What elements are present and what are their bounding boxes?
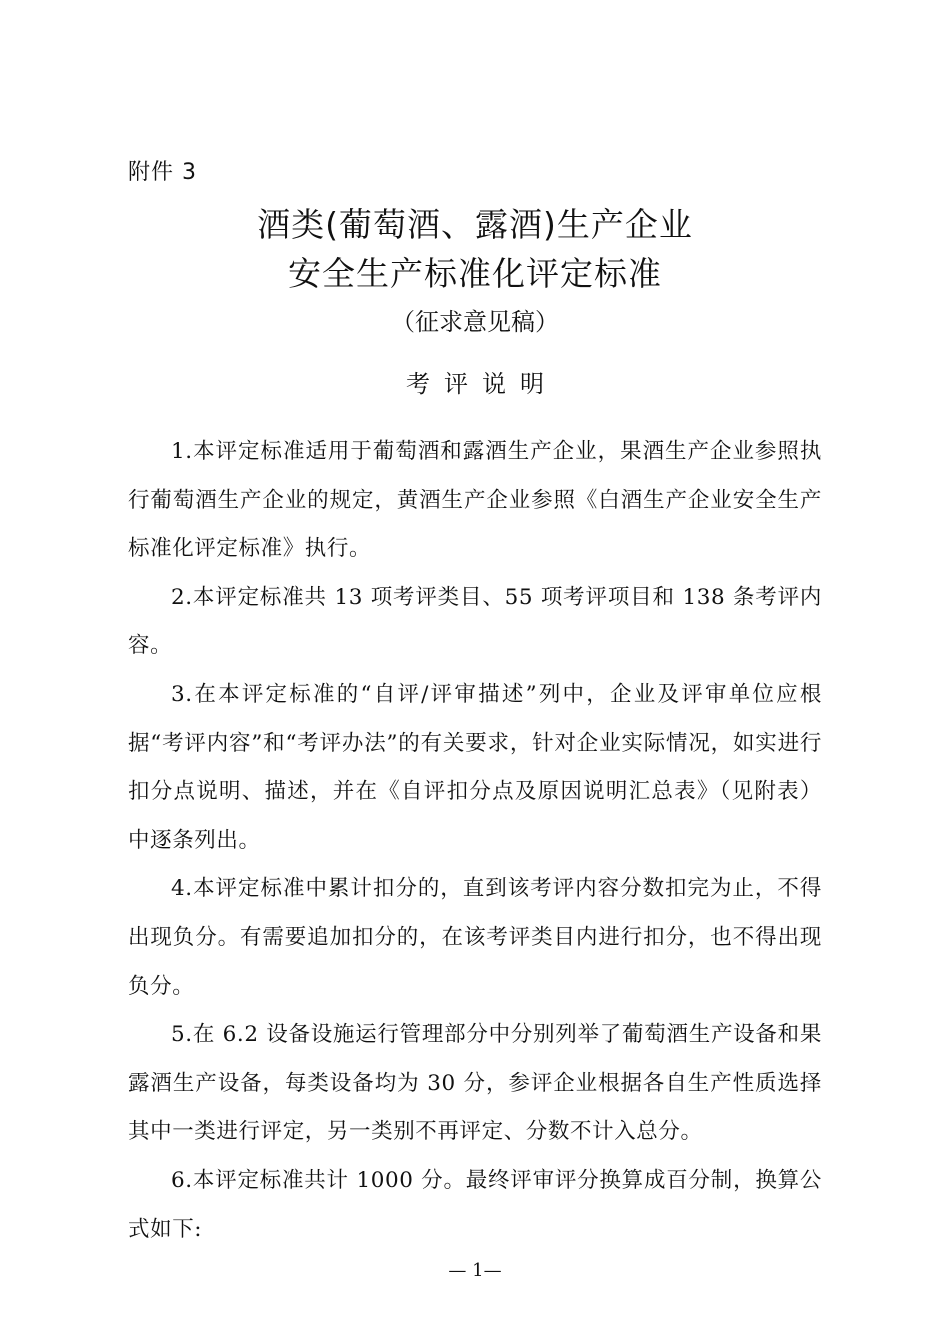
paragraph-3: 3.在本评定标准的“自评/评审描述”列中，企业及评审单位应根据“考评内容”和“考评办法”的有关要求，针对企业实际情况，如实进行扣分点说明、描述，并在《自评扣分点及原因说明汇总表》（见附表）中逐条列出。: [128, 681, 822, 853]
draft-note: （征求意见稿）: [391, 308, 559, 336]
paragraph-5: 5.在 6.2 设备设施运行管理部分中分别列举了葡萄酒生产设备和果露酒生产设备，每类设备均为 30 分，参评企业根据各自生产性质选择其中一类进行评定，另一类别不再评定、分数不计入总分。: [128, 1022, 822, 1145]
paragraph-2: 2.本评定标准共 13 项考评类目、55 项考评项目和 138 条考评内容。: [128, 584, 822, 659]
page-number: — 1—: [448, 1260, 502, 1281]
section-heading: 考评说明: [406, 370, 558, 398]
document-body: [128, 428, 822, 1254]
paragraph-6: 6.本评定标准共计 1000 分。最终评审评分换算成百分制，换算公式如下:: [128, 1167, 822, 1242]
paragraph-4: 4.本评定标准中累计扣分的，直到该考评内容分数扣完为止，不得出现负分。有需要追加扣分的，在该考评类目内进行扣分，也不得出现负分。: [128, 876, 822, 999]
paragraph-1: 1.本评定标准适用于葡萄酒和露酒生产企业，果酒生产企业参照执行葡萄酒生产企业的规定，黄酒生产企业参照《白酒生产企业安全生产标准化评定标准》执行。: [128, 439, 822, 562]
document-title-line-1: 酒类(葡萄酒、露酒)生产企业: [257, 205, 693, 244]
document-title-line-2: 安全生产标准化评定标准: [288, 254, 662, 293]
attachment-label: 附件 3: [128, 160, 197, 185]
